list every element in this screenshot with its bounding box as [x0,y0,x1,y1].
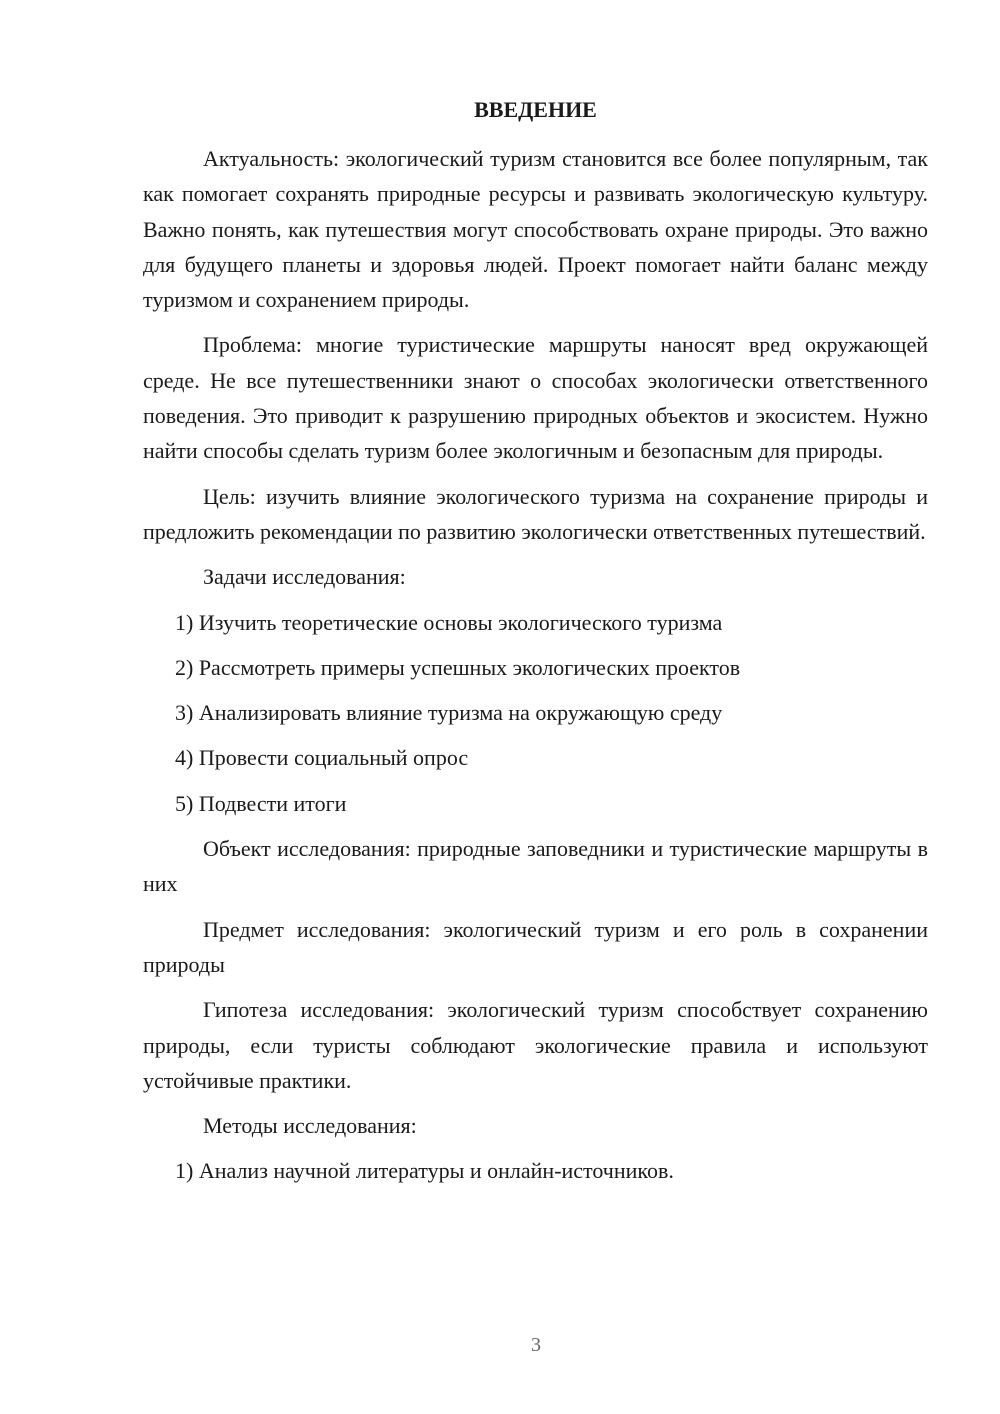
task-item-5: 5) Подвести итоги [175,790,347,816]
task-item-3: 3) Анализировать влияние туризма на окружающую среду [175,700,723,726]
page-number: 3 [531,1334,541,1356]
goal-paragraph: Цель: изучить влияние экологического туризма на сохранение природы и предложить рекомендации по развитию экологически ответственных путешествий. [143,483,928,544]
document-page [143,92,928,1199]
object-paragraph: Объект исследования: природные заповедники и туристические маршруты в них [143,836,928,897]
hypothesis-paragraph: Гипотеза исследования: экологический туризм способствует сохранению природы, если туристы соблюдают экологические правила и используют устойчивые практики. [143,997,928,1093]
relevance-paragraph: Актуальность: экологический туризм становится все более популярным, так как помогает сохранять природные ресурсы и развивать экологическую культуру. Важно понять, как путешествия могут способствовать охране природы. Это важно для будущего планеты и здоровья людей. Проект помогает найти баланс между туризмом и сохранением природы. [143,146,928,313]
task-item-1: 1) Изучить теоретические основы экологического туризма [175,609,723,635]
task-item-4: 4) Провести социальный опрос [175,745,469,771]
methods-heading: Методы исследования: [203,1113,417,1139]
tasks-heading: Задачи исследования: [203,564,406,590]
method-item-1: 1) Анализ научной литературы и онлайн-источников. [175,1158,674,1184]
problem-paragraph: Проблема: многие туристические маршруты наносят вред окружающей среде. Не все путешественники знают о способах экологически ответственного поведения. Это приводит к разрушению природных объектов и экосистем. Нужно найти способы сделать туризм более экологичным и безопасным для природы. [143,332,928,464]
page-title: ВВЕДЕНИЕ [474,97,597,122]
subject-paragraph: Предмет исследования: экологический туризм и его роль в сохранении природы [143,916,928,977]
task-item-2: 2) Рассмотреть примеры успешных экологических проектов [175,654,741,680]
